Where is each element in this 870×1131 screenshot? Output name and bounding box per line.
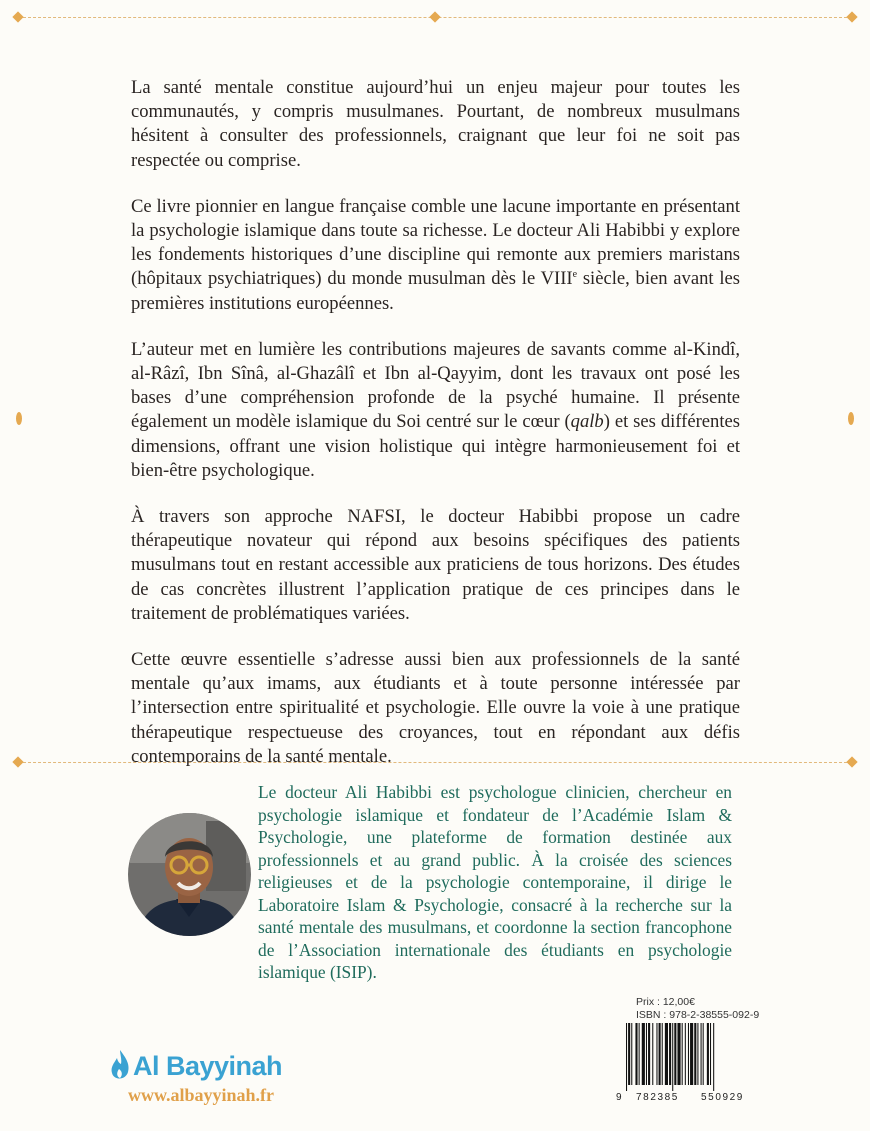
description-paragraph: L’auteur met en lumière les contributions majeures de savants comme al-Kindî, al-Râzî, Ibn Sînâ, al-Ghazâlî et Ibn al-Qayyim, dont les travaux ont posé les bases d’une compréhension profonde de la psyché humaine. Il présente également un modèle islamique du Soi centré sur le cœur (qalb) et ses différentes dimensions, offrant une vision holistique qui intègre harmonieusement foi et bien-être psychologique. <box>131 338 740 481</box>
book-description <box>131 76 740 791</box>
barcode-bar <box>703 1023 704 1085</box>
barcode-bar <box>628 1023 630 1085</box>
barcode-bar <box>682 1023 683 1085</box>
barcode-bar <box>713 1023 714 1091</box>
barcode-bar <box>701 1023 702 1085</box>
barcode-digits-left: 782385 <box>636 1092 679 1103</box>
publisher-name: Al Bayyinah <box>133 1050 283 1081</box>
barcode-bar <box>665 1023 668 1085</box>
barcode-bar <box>694 1023 696 1085</box>
barcode-bar <box>690 1023 693 1085</box>
barcode-bar <box>626 1023 627 1091</box>
diamond-ornament <box>429 11 440 22</box>
barcode-bar <box>677 1023 680 1085</box>
barcode-bar <box>685 1023 686 1085</box>
author-bio: Le docteur Ali Habibbi est psychologue clinicien, chercheur en psychologie islamique et fondateur de l’Académie Islam & Psychologie, une plateforme de formation destinée aux professionnels et au grand public. À la croisée des sciences religieuses et de la psychologie contemporaine, il dirige le Laboratoire Islam & Psychologie, consacré à la recherche sur la santé mentale des musulmans, et coordonne la section francophone de l’Association internationale des étudiants en psychologie islamique (ISIP). <box>258 782 732 982</box>
description-paragraph: Ce livre pionnier en langue française comble une lacune importante en présentant la psychologie islamique dans toute sa richesse. Le docteur Ali Habibbi y explore les fondements historiques d’une discipline qui remonte aux premiers maristans (hôpitaux psychiatriques) du monde musulman dès le VIIIe siècle, bien avant les premières institutions européennes. <box>131 195 740 314</box>
barcode-bar <box>648 1023 650 1085</box>
side-ornament <box>848 412 854 425</box>
barcode-bar <box>656 1023 657 1085</box>
price-isbn-block <box>636 996 759 1022</box>
barcode-bar <box>662 1023 663 1085</box>
author-photo <box>128 813 251 936</box>
barcode-bar <box>707 1023 709 1085</box>
barcode-bar <box>674 1023 676 1085</box>
description-paragraph: À travers son approche NAFSI, le docteur Habibbi propose un cadre thérapeutique novateur qui répond aux besoins spécifiques des patients musulmans tout en restant accessible aux praticiens de tous horizons. Des études de cas concrètes illustrent l’application pratique de ces principes dans le traitement de problématiques variées. <box>131 506 740 624</box>
barcode-bar <box>672 1023 673 1091</box>
diamond-ornament <box>846 756 857 767</box>
barcode-bar <box>631 1023 632 1085</box>
price-text: Prix : 12,00€ <box>636 996 695 1008</box>
barcode-bar <box>646 1023 647 1085</box>
publisher-logo <box>109 1049 282 1083</box>
description-paragraph: Cette œuvre essentielle s’adresse aussi bien aux professionnels de la santé mentale qu’aux imams, aux étudiants et à toute personne intéressée par l’intersection entre spiritualité et psychologie. Elle ouvre la voie à une pratique thérapeutique respectueuse des croyances, tout en répondant aux défis contemporains de la santé mentale. <box>131 649 740 767</box>
barcode-bar <box>635 1023 637 1085</box>
barcode-bar <box>669 1023 671 1085</box>
description-paragraph: La santé mentale constitue aujourd’hui un enjeu majeur pour toutes les communautés, y compris musulmanes. Pourtant, de nombreux musulmans hésitent à consulter des professionnels, craignant que leur foi ne soit pas respectée ou comprise. <box>131 77 740 171</box>
publisher-website: www.albayyinah.fr <box>128 1085 275 1105</box>
barcode-bar <box>639 1023 640 1085</box>
isbn-text: ISBN : 978-2-38555-092-9 <box>636 1009 760 1021</box>
diamond-ornament <box>12 756 23 767</box>
diamond-ornament <box>846 11 857 22</box>
barcode-bar <box>659 1023 661 1085</box>
barcode-bar <box>642 1023 645 1085</box>
barcode-bar <box>688 1023 689 1085</box>
flame-logo-icon <box>109 1049 131 1083</box>
side-ornament <box>16 412 22 425</box>
barcode-digits-right: 550929 <box>701 1092 744 1103</box>
barcode-bar <box>652 1023 653 1085</box>
barcode <box>626 1023 756 1091</box>
barcode-bar <box>710 1023 711 1085</box>
barcode-bar <box>697 1023 698 1085</box>
diamond-ornament <box>12 11 23 22</box>
barcode-digits-lead: 9 <box>616 1092 624 1103</box>
